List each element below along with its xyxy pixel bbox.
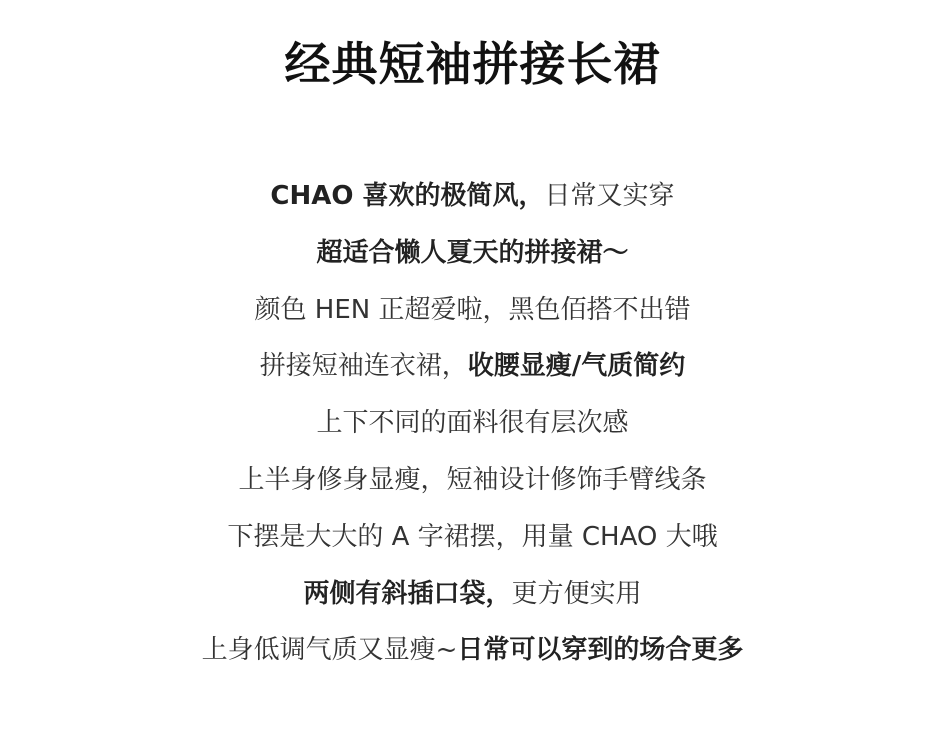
description-line-6 (0, 452, 945, 509)
line-1-bold-text: CHAO 喜欢的极简风， (270, 181, 545, 211)
line-4-bold-text: 收腰显瘦/气质简约 (467, 351, 686, 382)
description-line-5 (0, 395, 945, 452)
line-4-text: 拼接短袖连衣裙， (259, 351, 468, 382)
line-9-bold-text: 日常可以穿到的场合更多 (457, 635, 744, 666)
description-line-1 (0, 168, 945, 225)
line-2-bold-text: 超适合懒人夏天的拼接裙～ (316, 237, 629, 268)
line-7-text: 下摆是大大的 A 字裙摆，用量 CHAO 大哦 (227, 521, 718, 552)
description-line-3 (0, 282, 945, 339)
description-line-8 (0, 566, 945, 623)
line-3-text: 颜色 HEN 正超爱啦，黑色佰搭不出错 (254, 294, 691, 325)
line-9-text: 上身低调气质又显瘦~ (201, 635, 458, 666)
line-8-bold-text: 两侧有斜插口袋， (303, 578, 512, 609)
line-6-text: 上半身修身显瘦，短袖设计修饰手臂线条 (238, 464, 707, 495)
page-title: 经典短袖拼接长裙 (284, 37, 661, 91)
description-lines (0, 168, 945, 679)
description-line-4 (0, 338, 945, 395)
line-5-text: 上下不同的面料很有层次感 (316, 408, 629, 439)
description-line-9 (0, 622, 945, 679)
description-line-7 (0, 509, 945, 566)
description-line-2 (0, 225, 945, 282)
line-8-text: 更方便实用 (511, 578, 642, 609)
line-1-text: 日常又实穿 (544, 181, 675, 211)
